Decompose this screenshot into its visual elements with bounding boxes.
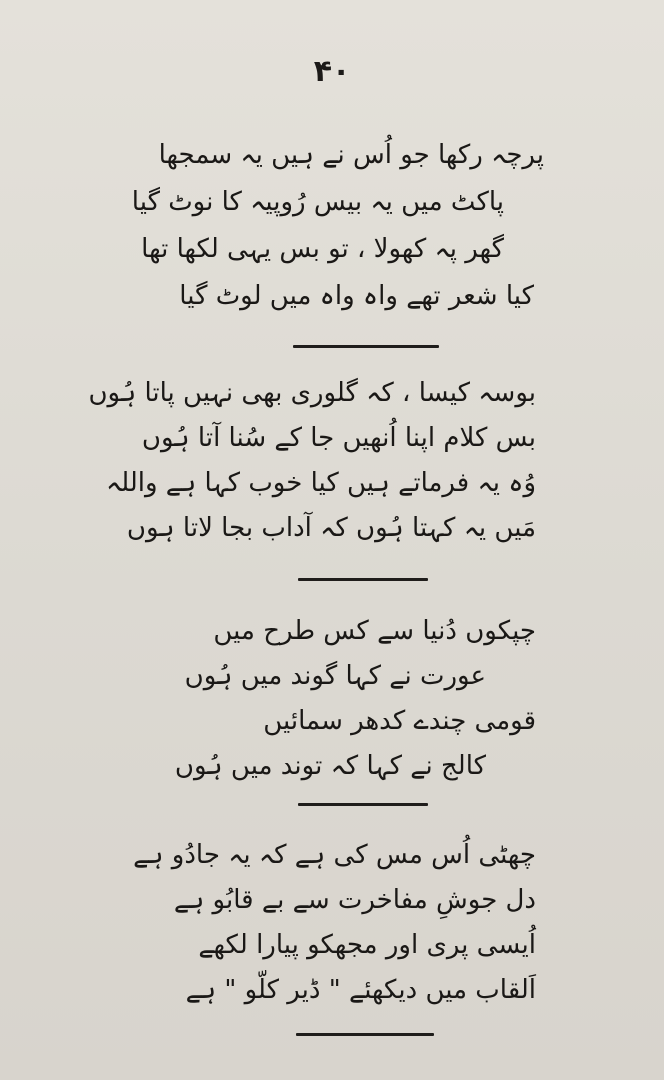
verse-line: گھر پہ کھولا ، تو بس یہی لکھا تھا [141, 234, 504, 264]
verse-line: کالج نے کہا کہ توند میں ہُوں [174, 751, 486, 781]
page-number: ۴۰ [313, 54, 351, 89]
verse-line: پاکٹ میں یہ بیس رُوپیہ کا نوٹ گیا [131, 187, 504, 217]
verse-line: چھٹی اُس مس کی ہے کہ یہ جادُو ہے [133, 840, 536, 870]
verse-line: پرچہ رکھا جو اُس نے ہیں یہ سمجھا [158, 140, 544, 170]
verse-line: مَیں یہ کہتا ہُوں کہ آداب بجا لاتا ہوں [126, 513, 536, 543]
verse-line: بوسہ کیسا ، کہ گلوری بھی نہیں پاتا ہُوں [88, 378, 536, 408]
verse-line: دل جوشِ مفاخرت سے بے قابُو ہے [173, 885, 536, 915]
stanza-divider [293, 345, 439, 348]
verse-line: وُہ یہ فرماتے ہیں کیا خوب کہا ہے واللہ [105, 468, 536, 498]
stanza-divider [296, 1033, 434, 1036]
stanza-4 [116, 840, 536, 1020]
stanza-divider [298, 578, 428, 581]
verse-line: عورت نے کہا گوند میں ہُوں [184, 661, 486, 691]
stanza-divider [298, 803, 428, 806]
stanza-3 [116, 616, 536, 796]
verse-line: اَلقاب میں دیکھئے " ڈیر کلّو " ہے [185, 975, 536, 1005]
verse-line: اُیسی پری اور مجھکو پیارا لکھے [198, 930, 536, 960]
verse-line: قومی چندے کدھر سمائیں [263, 706, 536, 736]
verse-line: چپکوں دُنیا سے کس طرح میں [213, 616, 536, 646]
verse-line: کیا شعر تھے واہ واہ میں لوٹ گیا [179, 281, 534, 311]
stanza-2 [88, 378, 536, 558]
verse-line: بس کلام اپنا اُنھیں جا کے سُنا آتا ہُوں [141, 423, 536, 453]
stanza-1 [104, 140, 544, 328]
